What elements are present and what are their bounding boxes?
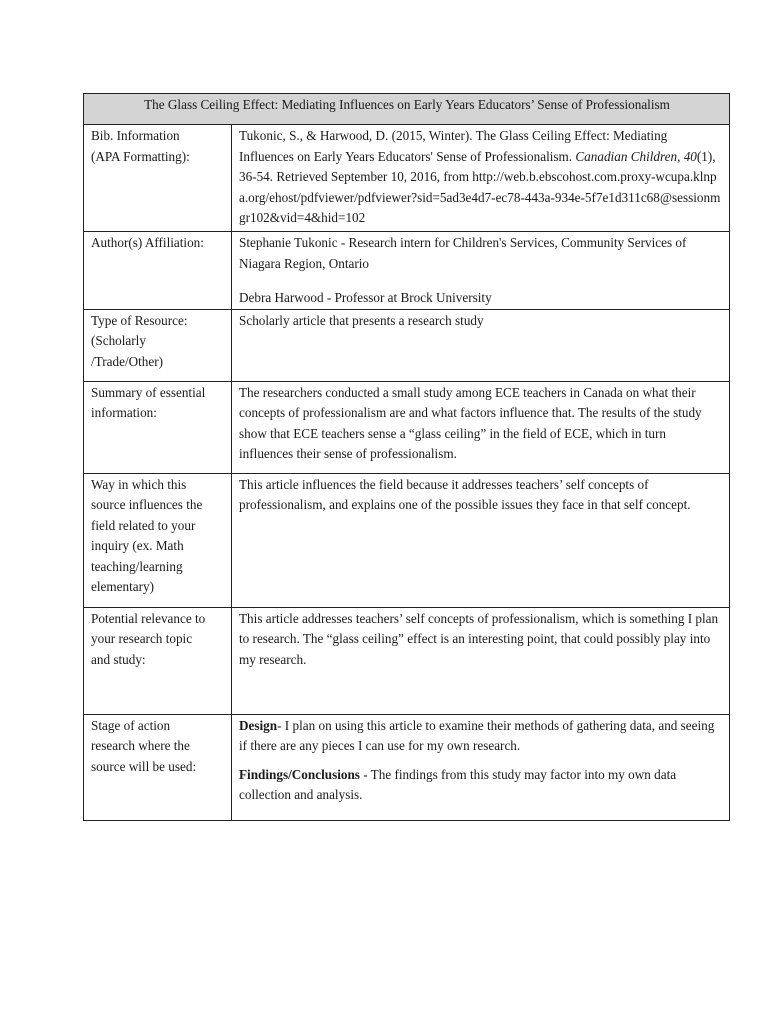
bib-info-value <box>232 125 730 232</box>
citation-authors: Tukonic, S., & Harwood, D. (2015, Winter). The Glass Ceiling Effect: Mediating Influences on Early Years Educators' Sense of Professionalism. <box>239 128 668 164</box>
findings-text: - The findings from this study may factor into my own data collection and analysis. <box>239 766 677 802</box>
article-title: The Glass Ceiling Effect: Mediating Influences on Early Years Educators’ Sense of Professionalism <box>84 94 730 125</box>
author1-affiliation: Stephanie Tukonic - Research intern for Children's Services, Community Services of Niagara Region, Ontario <box>239 235 687 271</box>
affiliation-row <box>84 232 730 310</box>
summary-row <box>84 381 730 473</box>
affiliation-value <box>232 232 730 310</box>
findings-heading: Findings/Conclusions <box>239 766 360 782</box>
design-heading: Design <box>239 717 278 733</box>
research-stage-value <box>232 714 730 820</box>
citation-issue: (1), 36-54. Retrieved September 10, 2016, from <box>239 148 716 184</box>
research-stage-row <box>84 714 730 820</box>
citation-journal: Canadian Children, 40 <box>575 148 697 164</box>
design-text: - I plan on using this article to examine their methods of gathering data, and seeing if there are any pieces I can use for my own research. <box>239 717 715 753</box>
annotated-bibliography-table <box>83 93 730 821</box>
summary-value: The researchers conducted a small study among ECE teachers in Canada on what their concepts of professionalism are and what factors influence that. The results of the study show that ECE teachers sense a “glass ceiling” in the field of ECE, which in turn influences their sense of professionalism. <box>232 381 730 473</box>
findings-paragraph <box>239 765 723 806</box>
resource-type-row <box>84 309 730 381</box>
research-stage-label: Stage of action research where the source will be used: <box>84 714 232 820</box>
resource-type-value: Scholarly article that presents a research study <box>232 309 730 381</box>
title-row <box>84 94 730 125</box>
field-influence-value: This article influences the field because it addresses teachers’ self concepts of professionalism, and explains one of the possible issues they face in that self concept. <box>232 473 730 607</box>
bib-info-label: Bib. Information (APA Formatting): <box>84 125 232 232</box>
affiliation-label: Author(s) Affiliation: <box>84 232 232 310</box>
field-influence-label: Way in which this source influences the field related to your inquiry (ex. Math teaching/learning elementary) <box>84 473 232 607</box>
relevance-row <box>84 607 730 714</box>
bib-info-row <box>84 125 730 232</box>
summary-label: Summary of essential information: <box>84 381 232 473</box>
citation-url: http://web.b.ebscohost.com.proxy-wcupa.klnpa.org/ehost/pdfviewer/pdfviewer?sid=5ad3e4d7-ec78-443a-934e-5f7e1d311c68@sessionmgr102&vid=4&hid=102 <box>239 169 721 225</box>
resource-type-label: Type of Resource: (Scholarly /Trade/Other) <box>84 309 232 381</box>
author2-affiliation: Debra Harwood - Professor at Brock University <box>239 290 492 305</box>
design-paragraph <box>239 716 723 757</box>
field-influence-row <box>84 473 730 607</box>
relevance-value: This article addresses teachers’ self concepts of professionalism, which is something I plan to research. The “glass ceiling” effect is an interesting point, that could possibly play into my research. <box>232 607 730 714</box>
relevance-label: Potential relevance to your research topic and study: <box>84 607 232 714</box>
